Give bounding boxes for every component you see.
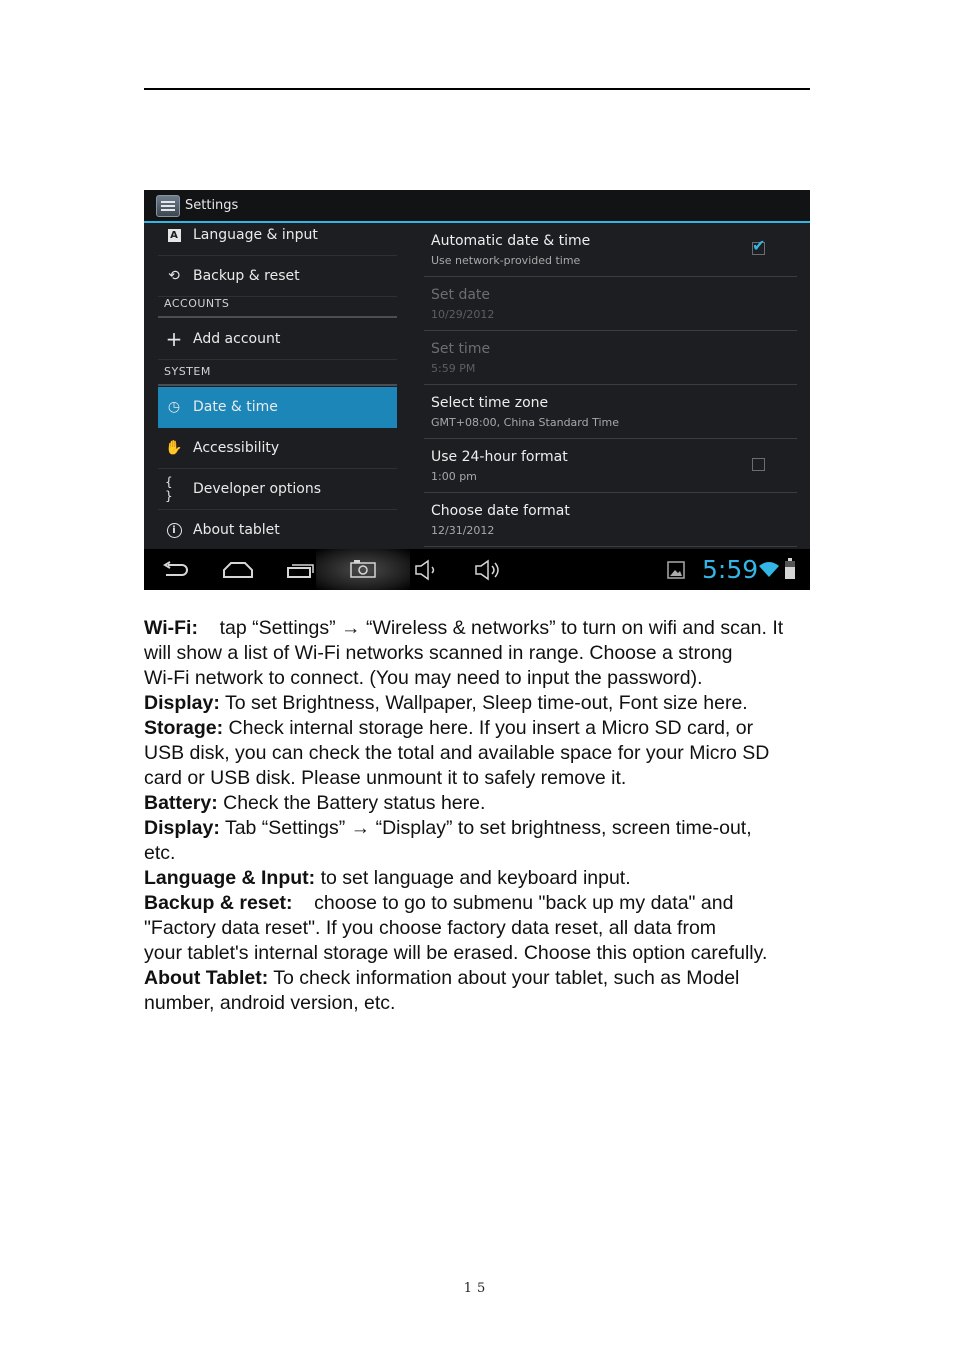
storage-text: Check internal storage here. If you insert a Micro SD card, or [228,717,754,739]
display-2-text: Tab “Settings” → “Display” to set brightness, screen time-out, [224,817,752,839]
setting-title: Choose date format [431,503,570,519]
add-icon: + [165,327,183,351]
backup-icon: ⟲ [168,268,180,284]
back-icon[interactable] [162,561,190,579]
sidebar-item-label: About tablet [193,522,280,538]
battery-text: Check the Battery status here. [223,792,486,814]
sidebar-item-date-time[interactable] [158,387,397,428]
sidebar-item-accessibility[interactable] [158,428,397,469]
divider [158,384,397,386]
sidebar-item-language[interactable] [158,215,397,256]
paragraph-line: etc. [144,842,176,864]
sidebar-item-developer[interactable] [158,469,397,510]
volume-up-icon[interactable] [474,559,502,581]
setting-title: Set date [431,287,491,303]
label-display: Display: [144,692,220,714]
backup-text: choose to go to submenu "back up my data" and [314,892,734,914]
label-language: Language & Input: [144,867,316,889]
accounts-header: ACCOUNTS [164,297,230,310]
paragraph-line [144,791,816,816]
setting-title: Set time [431,341,491,357]
info-icon: i [165,521,183,539]
settings-screenshot [144,190,810,590]
setting-subtitle: 12/31/2012 [431,524,495,537]
sidebar-item-label: Backup & reset [193,268,300,284]
setting-subtitle: 1:00 pm [431,470,477,483]
label-about: About Tablet: [144,967,269,989]
setting-title: Select time zone [431,395,549,411]
battery-icon [784,558,796,580]
hand-icon: ✋ [165,440,183,456]
paragraph-line [144,716,816,741]
label-backup: Backup & reset: [144,892,293,914]
setting-subtitle: GMT+08:00, China Standard Time [431,416,620,429]
paragraph-line [144,816,816,841]
checkbox-checked[interactable] [752,242,765,255]
screenshot-icon[interactable] [350,560,376,578]
setting-24-hour[interactable] [424,439,797,493]
clock-icon: ◷ [167,399,181,415]
setting-date-format[interactable] [424,493,797,547]
setting-title: Use 24-hour format [431,449,568,465]
paragraph-line [144,891,816,916]
sidebar-item-label: Add account [193,331,281,347]
paragraph-line: USB disk, you can check the total and available space for your Micro SD [144,742,770,764]
gallery-icon [667,561,685,579]
wifi-icon [758,560,780,578]
recent-apps-icon[interactable] [286,561,316,579]
sidebar-item-backup[interactable] [158,256,397,297]
description-text [144,616,816,1016]
braces-icon: { } [165,475,173,503]
setting-subtitle: 5:59 PM [431,362,476,375]
paragraph-line: number, android version, etc. [144,992,396,1014]
sidebar-item-label: Developer options [193,481,322,497]
paragraph-line [144,966,816,991]
sidebar-item-label: Accessibility [193,440,280,456]
setting-time-zone[interactable] [424,385,797,439]
paragraph-line: Wi-Fi network to connect. (You may need to input the password). [144,667,703,689]
sidebar-item-label: Date & time [193,399,278,415]
setting-subtitle: 10/29/2012 [431,308,495,321]
language-text: to set language and keyboard input. [320,867,631,889]
sidebar-item-about[interactable] [158,510,397,550]
status-clock: 5:59 [702,555,759,584]
paragraph-line [144,691,816,716]
home-icon[interactable] [222,561,254,579]
volume-down-icon[interactable] [414,559,438,581]
label-battery: Battery: [144,792,218,814]
label-storage: Storage: [144,717,224,739]
setting-automatic-date-time[interactable] [424,223,797,277]
paragraph-line: "Factory data reset". If you choose factory data reset, all data from [144,917,717,939]
system-bar [144,549,810,590]
app-title: Settings [185,198,239,213]
paragraph-line: your tablet's internal storage will be erased. Choose this option carefully. [144,942,768,964]
language-icon: A [165,226,183,244]
sidebar-item-add-account[interactable] [158,319,397,360]
display-text: To set Brightness, Wallpaper, Sleep time-out, Font size here. [224,692,748,714]
wifi-text: tap “Settings” → “Wireless & networks” to turn on wifi and scan. It [219,617,784,639]
setting-subtitle: Use network-provided time [431,254,581,267]
top-rule [144,88,810,90]
page-number: 15 [463,1281,491,1296]
paragraph-line: will show a list of Wi-Fi networks scanned in range. Choose a strong [144,642,733,664]
system-header: SYSTEM [164,365,211,378]
paragraph-line: card or USB disk. Please unmount it to safely remove it. [144,767,627,789]
settings-icon[interactable] [156,195,180,217]
setting-set-date[interactable] [424,277,797,331]
about-text: To check information about your tablet, such as Model [273,967,740,989]
setting-title: Automatic date & time [431,233,591,249]
sidebar-item-label: Language & input [193,227,318,243]
label-wifi: Wi-Fi: [144,617,198,639]
checkbox-unchecked[interactable] [752,458,765,471]
paragraph-line [144,616,816,641]
divider [158,316,397,318]
setting-set-time[interactable] [424,331,797,385]
label-display-2: Display: [144,817,220,839]
settings-categories [158,223,397,549]
paragraph-line [144,866,816,891]
